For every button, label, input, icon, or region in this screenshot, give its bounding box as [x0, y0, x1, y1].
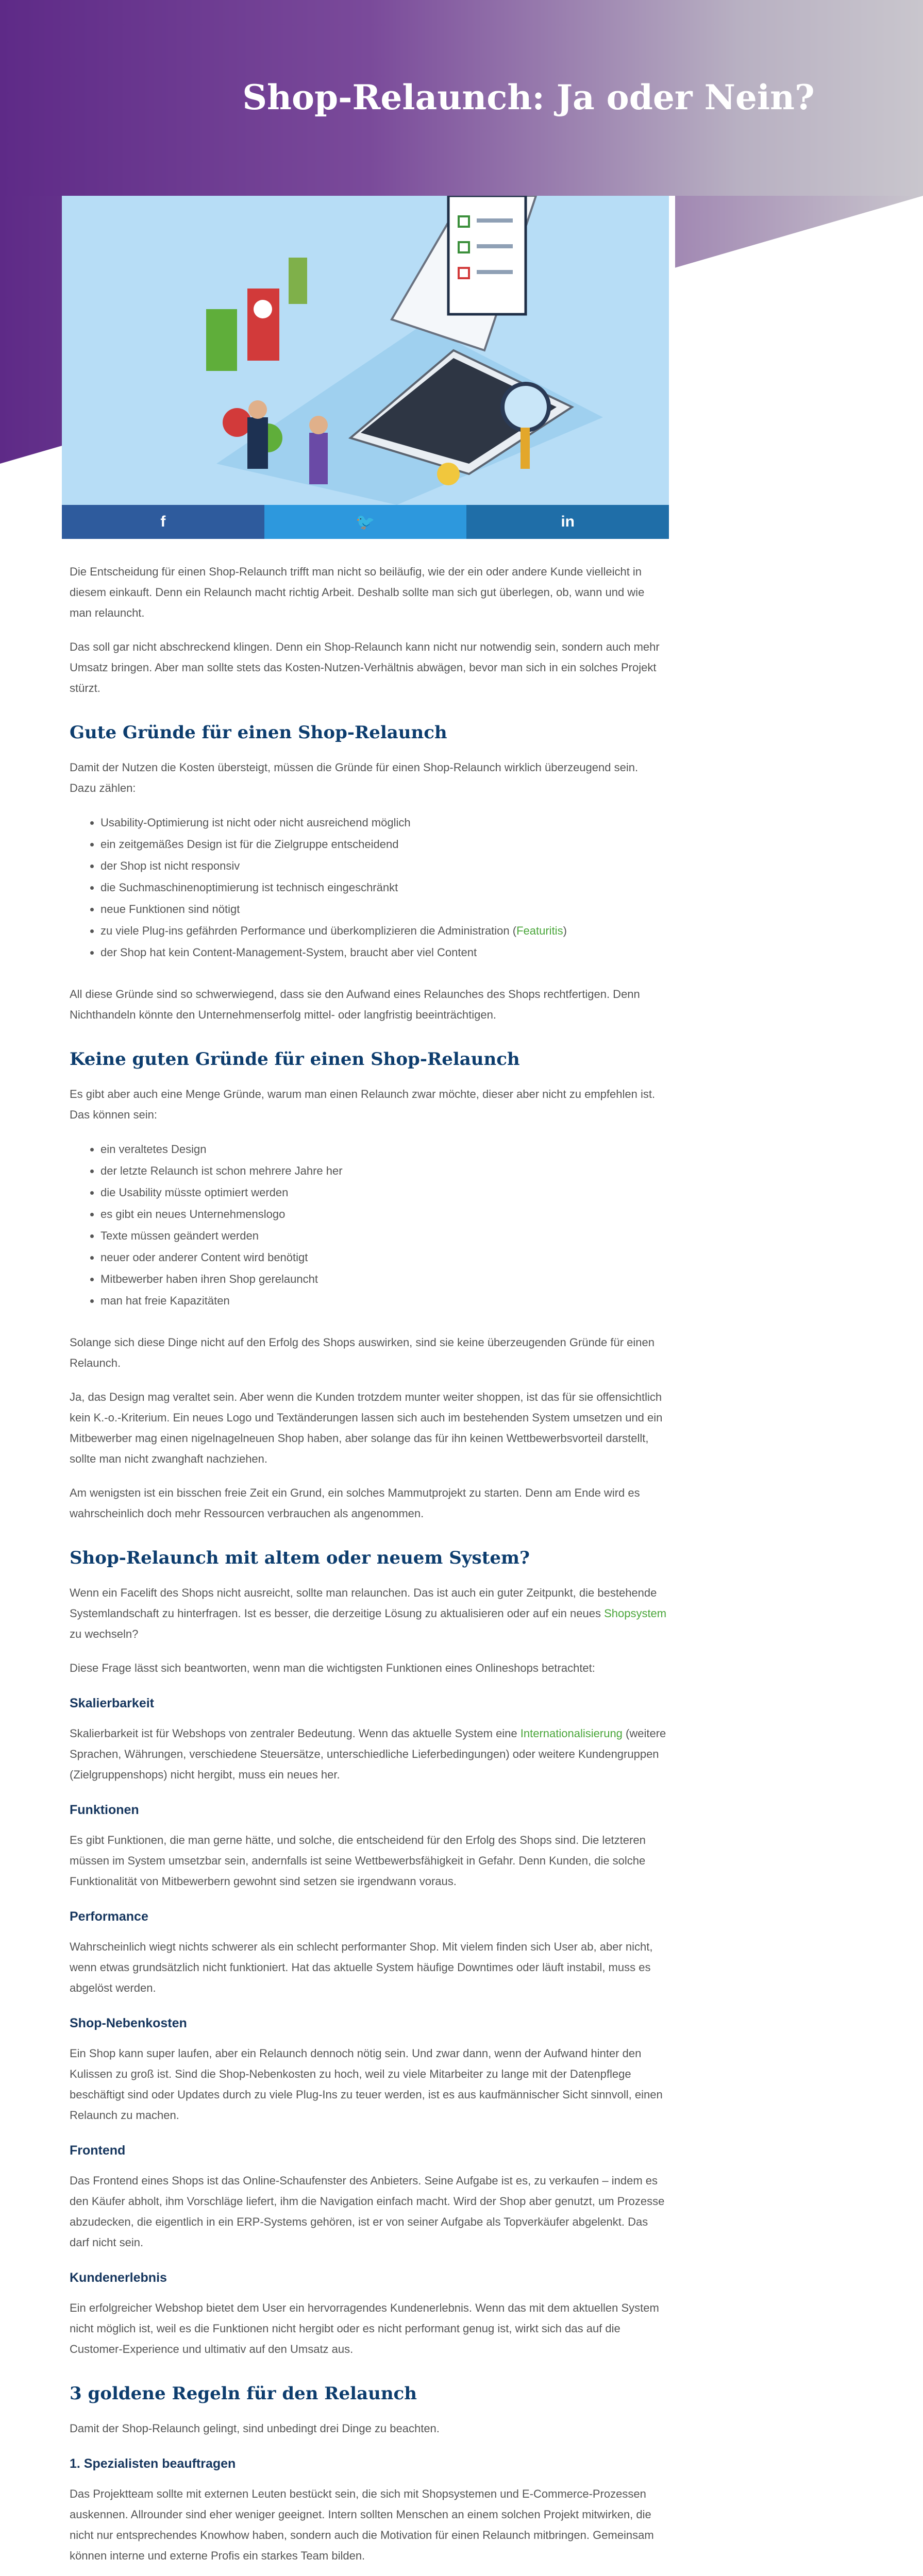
page-title: Shop-Relaunch: Ja oder Nein? — [242, 77, 815, 117]
kundenerlebnis-text: Ein erfolgreicher Webshop bietet dem User ein hervorragendes Kundenerlebnis. Wenn das mit dem aktuellen System nicht möglich ist, weil es die Funktionen nicht hergibt oder es nicht performant genug ist, wirkt sich das auf die Customer-Experience und ultimativ auf den Umsatz aus. — [70, 2301, 659, 2355]
list-item: • es gibt ein neues Unternehmenslogo — [100, 1204, 667, 1225]
good-reasons-intro: Damit der Nutzen die Kosten übersteigt, müssen die Gründe für einen Shop-Relaunch wirklich überzeugend sein. Dazu zählen: — [70, 761, 639, 794]
subheading-kundenerlebnis: Kundenerlebnis — [70, 2270, 167, 2285]
list-item: • Mitbewerber haben ihren Shop gerelauncht — [100, 1268, 667, 1290]
facebook-icon: f — [160, 513, 166, 530]
subheading-funktionen: Funktionen — [70, 1803, 139, 1817]
hero-illustration — [62, 196, 669, 505]
subheading-skalierbarkeit: Skalierbarkeit — [70, 1696, 154, 1710]
list-item: • Texte müssen geändert werden — [100, 1225, 667, 1247]
intro-paragraph: Das soll gar nicht abschreckend klingen. Denn ein Shop-Relaunch kann nicht nur notwendig sein, sondern auch mehr Umsatz bringen. Aber man sollte stets das Kosten-Nutzen-Verhältnis abwägen, bevor man sich in ein solches Projekt stürzt. — [70, 640, 660, 694]
list-item: • neue Funktionen sind nötigt — [100, 899, 667, 920]
funktionen-text: Es gibt Funktionen, die man gerne hätte, und solche, die entscheidend für den Erfolg des Shops sind. Die letzteren müssen im System umsetzbar sein, andernfalls ist seine Wettbewerbsfähigkeit in Gefahr. Denn Kunden, die solche Funktionalität von Mitbewerbern gewohnt sind setzen sie irgendwann voraus. — [70, 1834, 646, 1888]
bad-reasons-list — [100, 1139, 667, 1312]
list-item: • der letzte Relaunch ist schon mehrere Jahre her — [100, 1160, 667, 1182]
share-linkedin-button[interactable] — [466, 505, 669, 539]
list-item: • die Suchmaschinenoptimierung ist technisch eingeschränkt — [100, 877, 667, 899]
list-item: • die Usability müsste optimiert werden — [100, 1182, 667, 1204]
performance-text: Wahrscheinlich wiegt nichts schwerer als ein schlecht performanter Shop. Mit vielem finden sich User ab, aber nicht, wenn etwas grundsätzlich nicht funktioniert. Hat das aktuelle System häufige Downtimes oder läuft instabil, muss es abgelöst werden. — [70, 1940, 653, 1994]
linkedin-icon: in — [561, 513, 575, 530]
list-item: • ein veraltetes Design — [100, 1139, 667, 1160]
share-twitter-button[interactable] — [264, 505, 467, 539]
bad-reasons-intro: Es gibt aber auch eine Menge Gründe, warum man einen Relaunch zwar möchte, dieser aber nicht zu empfehlen ist. Das können sein: — [70, 1088, 656, 1121]
list-item: • neuer oder anderer Content wird benötigt — [100, 1247, 667, 1268]
shopsystem-link[interactable]: Shopsystem — [604, 1607, 667, 1620]
skalierbarkeit-text: Skalierbarkeit ist für Webshops von zentraler Bedeutung. Wenn das aktuelle System eine Internationalisierung (weitere Sprachen, Währungen, verschiedene Steuersätze, unterschiedliche Lieferbedingungen) oder weitere Kundengruppen (Zielgruppenshops) nicht hergibt, muss ein neues her. — [70, 1727, 666, 1781]
subheading-rule-1: 1. Spezialisten beauftragen — [70, 2456, 236, 2471]
featuritis-link[interactable]: Featuritis — [516, 924, 563, 937]
list-item: • ein zeitgemäßes Design ist für die Zielgruppe entscheidend — [100, 834, 667, 855]
good-reasons-outro: All diese Gründe sind so schwerwiegend, dass sie den Aufwand eines Relaunches des Shops rechtfertigen. Denn Nichthandeln könnte den Unternehmenserfolg mittel- oder langfristig beeinträchtigen. — [70, 988, 640, 1021]
list-item: • zu viele Plug-ins gefährden Performance und überkomplizieren die Administration (Featuritis) — [100, 920, 667, 942]
list-item: • der Shop hat kein Content-Management-System, braucht aber viel Content — [100, 942, 667, 963]
list-item: • der Shop ist nicht responsiv — [100, 855, 667, 877]
bad-reasons-paragraph: Ja, das Design mag veraltet sein. Aber wenn die Kunden trotzdem munter weiter shoppen, ist das für sie offensichtlich kein K.-o.-Kriterium. Ein neues Logo und Textänderungen lassen sich auch im bestehenden System umsetzen und ein Mitbewerber mag einen nigelnagelneuen Shop haben, aber solange das für ihn keinen Wettbewerbsvorteil darstellt, sollte man nicht zwanghaft nachziehen. — [70, 1391, 663, 1465]
share-bar — [62, 505, 669, 539]
laptop-checklist-illustration — [62, 196, 669, 505]
list-item: • man hat freie Kapazitäten — [100, 1290, 667, 1312]
system-paragraph: Diese Frage lässt sich beantworten, wenn man die wichtigsten Funktionen eines Onlineshops betrachtet: — [70, 1662, 595, 1674]
bad-reasons-paragraph: Am wenigsten ist ein bisschen freie Zeit ein Grund, ein solches Mammutprojekt zu starten. Denn am Ende wird es wahrscheinlich doch mehr Ressourcen verbrauchen als angenommen. — [70, 1486, 640, 1520]
section-heading-rules: 3 goldene Regeln für den Relaunch — [70, 2383, 417, 2404]
twitter-icon: 🐦 — [356, 513, 375, 531]
rule-1-text: Das Projektteam sollte mit externen Leuten bestückt sein, die sich mit Shopsystemen und E-Commerce-Prozessen auskennen. Allrounder sind eher weniger geeignet. Intern sollten Menschen an einem solchen Projekt mitwirken, die nicht nur entsprechendes Knowhow haben, sondern auch die Motivation für einen Relaunch mitbringen. Gemeinsam können interne und externe Profis ein starkes Team bilden. — [70, 2487, 654, 2562]
section-heading-bad-reasons: Keine guten Gründe für einen Shop-Relaunch — [70, 1049, 520, 1070]
subheading-performance: Performance — [70, 1909, 148, 1924]
subheading-shop-nebenkosten: Shop-Nebenkosten — [70, 2016, 187, 2030]
rules-intro: Damit der Shop-Relaunch gelingt, sind unbedingt drei Dinge zu beachten. — [70, 2422, 440, 2435]
subheading-frontend: Frontend — [70, 2143, 126, 2158]
intro-paragraph: Die Entscheidung für einen Shop-Relaunch trifft man nicht so beiläufig, wie der ein oder andere Kunde vielleicht in diesem einkauft. Denn ein Relaunch macht richtig Arbeit. Deshalb sollte man sich gut überlegen, ob, wann und wie man relauncht. — [70, 565, 645, 619]
good-reasons-list — [100, 812, 667, 963]
internationalisierung-link[interactable]: Internationalisierung — [520, 1727, 623, 1740]
shop-nebenkosten-text: Ein Shop kann super laufen, aber ein Relaunch dennoch nötig sein. Und zwar dann, wenn der Aufwand hinter den Kulissen zu groß ist. Sind die Shop-Nebenkosten zu hoch, weil zu viele Mitarbeiter zu lange mit der Datenpflege beschäftigt sind oder Updates durch zu viele Plug-Ins zu teuer werden, ist es aus kaufmännischer Sicht sinnvoll, einen Relaunch zu machen. — [70, 2047, 663, 2122]
article-content — [70, 562, 667, 2576]
bad-reasons-paragraph: Solange sich diese Dinge nicht auf den Erfolg des Shops auswirken, sind sie keine überzeugenden Gründe für einen Relaunch. — [70, 1336, 655, 1369]
share-facebook-button[interactable] — [62, 505, 264, 539]
frontend-text: Das Frontend eines Shops ist das Online-Schaufenster des Anbieters. Seine Aufgabe ist es, zu verkaufen – indem es den Käufer abholt, ihm Vorschläge liefert, ihm die Navigation einfach macht. Wird der Shop aber genutzt, um Prozesse abzudecken, die eigentlich in ein ERP-Systems gehören, ist er von seiner Aufgabe als Topverkäufer abgelenkt. Das darf nicht sein. — [70, 2174, 665, 2249]
system-paragraph: Wenn ein Facelift des Shops nicht ausreicht, sollte man relaunchen. Das ist auch ein guter Zeitpunkt, die bestehende Systemlandschaft zu hinterfragen. Ist es besser, die derzeitige Lösung zu aktualisieren oder auf ein neues Shopsystem zu wechseln? — [70, 1586, 667, 1640]
list-item: • Usability-Optimierung ist nicht oder nicht ausreichend möglich — [100, 812, 667, 834]
section-heading-good-reasons: Gute Gründe für einen Shop-Relaunch — [70, 722, 447, 743]
section-heading-system: Shop-Relaunch mit altem oder neuem System? — [70, 1548, 530, 1568]
